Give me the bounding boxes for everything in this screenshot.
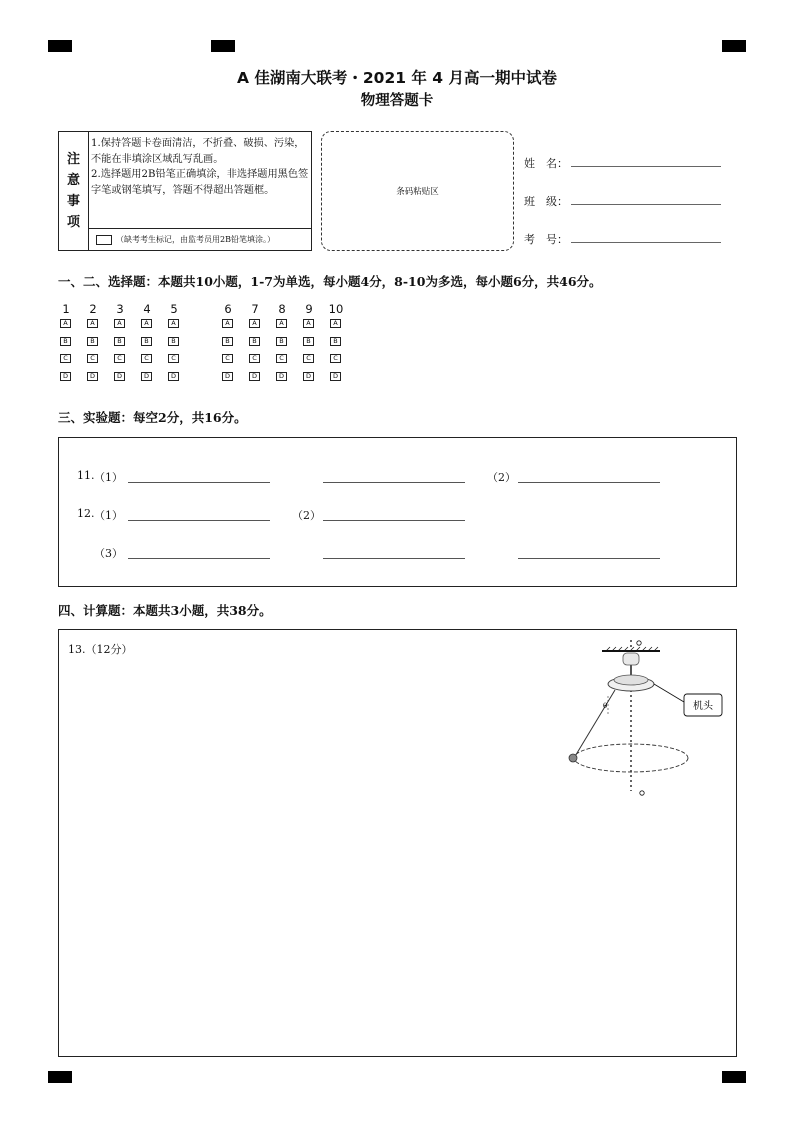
question-number-4: 4 xyxy=(143,302,151,316)
option-bubble-5-C[interactable]: C xyxy=(168,354,179,363)
q11-blank2[interactable] xyxy=(518,482,660,483)
notice-item: 2.选择题用2B铅笔正确填涂，非选择题用黑色签字笔或钢笔填写，答题不得超出答题框。 xyxy=(91,169,309,196)
option-bubble-10-B[interactable]: B xyxy=(330,337,341,346)
q12-blank3-label: （3） xyxy=(94,547,123,560)
q12-blank1[interactable] xyxy=(128,520,270,521)
option-bubble-8-C[interactable]: C xyxy=(276,354,287,363)
registration-mark-top-right xyxy=(722,40,746,52)
option-bubble-2-B[interactable]: B xyxy=(87,337,98,346)
q12-blank3[interactable] xyxy=(128,558,270,559)
option-bubble-6-B[interactable]: B xyxy=(222,337,233,346)
notice-heading xyxy=(59,132,89,250)
exam-title: A 佳湖南大联考・2021 年 4 月高一期中试卷 xyxy=(236,69,557,87)
callout-leader xyxy=(654,684,684,702)
option-bubble-10-A[interactable]: A xyxy=(330,319,341,328)
option-bubble-1-C[interactable]: C xyxy=(60,354,71,363)
swing-cable xyxy=(574,690,615,758)
option-bubble-10-C[interactable]: C xyxy=(330,354,341,363)
notice-heading-char: 项 xyxy=(66,215,80,230)
notice-heading-char: 注 xyxy=(66,152,80,167)
angle-label: θ xyxy=(603,702,608,710)
suspension-head xyxy=(623,653,639,665)
absent-note: （缺考考生标记，由监考员用2B铅笔填涂。） xyxy=(116,235,275,244)
q11-blank1-second[interactable] xyxy=(323,482,465,483)
option-bubble-8-D[interactable]: D xyxy=(276,372,287,381)
option-bubble-9-A[interactable]: A xyxy=(303,319,314,328)
class-field[interactable] xyxy=(571,204,721,205)
ride-figure xyxy=(560,636,730,801)
question-number-7: 7 xyxy=(251,302,259,316)
option-bubble-3-C[interactable]: C xyxy=(114,354,125,363)
name-field[interactable] xyxy=(571,166,721,167)
option-bubble-3-A[interactable]: A xyxy=(114,319,125,328)
exam-number-label: 考 号： xyxy=(524,233,568,246)
notice-heading-char: 意 xyxy=(66,173,80,188)
barcode-paste-area xyxy=(321,131,514,251)
option-bubble-9-D[interactable]: D xyxy=(303,372,314,381)
question-number-9: 9 xyxy=(305,302,313,316)
registration-mark-top-middle xyxy=(211,40,235,52)
machine-head-top xyxy=(614,675,648,685)
option-bubble-5-A[interactable]: A xyxy=(168,319,179,328)
q13-label: 13.（12分） xyxy=(68,643,133,656)
q12-blank3-second[interactable] xyxy=(323,558,465,559)
option-bubble-9-B[interactable]: B xyxy=(303,337,314,346)
question-number-8: 8 xyxy=(278,302,286,316)
option-bubble-1-A[interactable]: A xyxy=(60,319,71,328)
seat-ball xyxy=(569,754,577,762)
option-bubble-4-A[interactable]: A xyxy=(141,319,152,328)
question-number-6: 6 xyxy=(224,302,232,316)
q11-blank1[interactable] xyxy=(128,482,270,483)
option-bubble-7-B[interactable]: B xyxy=(249,337,260,346)
circular-path xyxy=(574,744,688,772)
option-bubble-7-C[interactable]: C xyxy=(249,354,260,363)
top-point-o xyxy=(637,641,641,645)
question-number-3: 3 xyxy=(116,302,124,316)
q12-number: 12. xyxy=(77,507,95,520)
registration-mark-bottom-left xyxy=(48,1071,72,1083)
q12-blank2-label: （2） xyxy=(292,509,321,522)
registration-mark-top-left xyxy=(48,40,72,52)
option-bubble-4-B[interactable]: B xyxy=(141,337,152,346)
option-bubble-2-C[interactable]: C xyxy=(87,354,98,363)
notice-body xyxy=(91,136,309,198)
q11-blank1-label: （1） xyxy=(94,471,123,484)
q11-number: 11. xyxy=(77,469,95,482)
notice-box xyxy=(58,131,312,251)
notice-item: 1.保持答题卡卷面清洁，不折叠、破损、污染，不能在非填涂区域乱写乱画。 xyxy=(91,138,305,165)
barcode-label: 条码粘贴区 xyxy=(396,187,439,197)
option-bubble-5-D[interactable]: D xyxy=(168,372,179,381)
q11-blank2-label: （2） xyxy=(487,471,516,484)
section-choice-header: 一、二、选择题：本题共10小题，1-7为单选，每小题4分，8-10为多选，每小题6分，共46分。 xyxy=(58,274,602,289)
option-bubble-1-D[interactable]: D xyxy=(60,372,71,381)
class-label: 班 级： xyxy=(524,195,568,208)
name-label: 姓 名： xyxy=(524,157,568,170)
option-bubble-2-D[interactable]: D xyxy=(87,372,98,381)
bottom-point-o xyxy=(640,791,644,795)
section-calculation-header: 四、计算题：本题共3小题，共38分。 xyxy=(58,603,272,618)
exam-number-field[interactable] xyxy=(571,242,721,243)
registration-mark-bottom-right xyxy=(722,1071,746,1083)
option-bubble-5-B[interactable]: B xyxy=(168,337,179,346)
option-bubble-3-B[interactable]: B xyxy=(114,337,125,346)
option-bubble-7-A[interactable]: A xyxy=(249,319,260,328)
option-bubble-7-D[interactable]: D xyxy=(249,372,260,381)
option-bubble-1-B[interactable]: B xyxy=(60,337,71,346)
option-bubble-6-A[interactable]: A xyxy=(222,319,233,328)
option-bubble-4-C[interactable]: C xyxy=(141,354,152,363)
option-bubble-8-B[interactable]: B xyxy=(276,337,287,346)
option-bubble-10-D[interactable]: D xyxy=(330,372,341,381)
option-bubble-3-D[interactable]: D xyxy=(114,372,125,381)
section-experiment-header: 三、实验题：每空2分，共16分。 xyxy=(58,410,247,425)
question-number-10: 10 xyxy=(328,302,344,316)
option-bubble-4-D[interactable]: D xyxy=(141,372,152,381)
question-number-1: 1 xyxy=(62,302,70,316)
q12-blank2[interactable] xyxy=(323,520,465,521)
absent-mark-checkbox[interactable] xyxy=(96,235,112,245)
absent-mark-row xyxy=(88,228,312,251)
question-number-5: 5 xyxy=(170,302,178,316)
option-bubble-2-A[interactable]: A xyxy=(87,319,98,328)
callout-label: 机头 xyxy=(693,701,713,712)
option-bubble-6-D[interactable]: D xyxy=(222,372,233,381)
option-bubble-6-C[interactable]: C xyxy=(222,354,233,363)
option-bubble-9-C[interactable]: C xyxy=(303,354,314,363)
question-number-2: 2 xyxy=(89,302,97,316)
notice-heading-char: 事 xyxy=(66,194,80,209)
experiment-answer-frame xyxy=(58,437,737,587)
q12-blank3-third[interactable] xyxy=(518,558,660,559)
q12-blank1-label: （1） xyxy=(94,509,123,522)
option-bubble-8-A[interactable]: A xyxy=(276,319,287,328)
answer-sheet-title: 物理答题卡 xyxy=(360,93,434,109)
